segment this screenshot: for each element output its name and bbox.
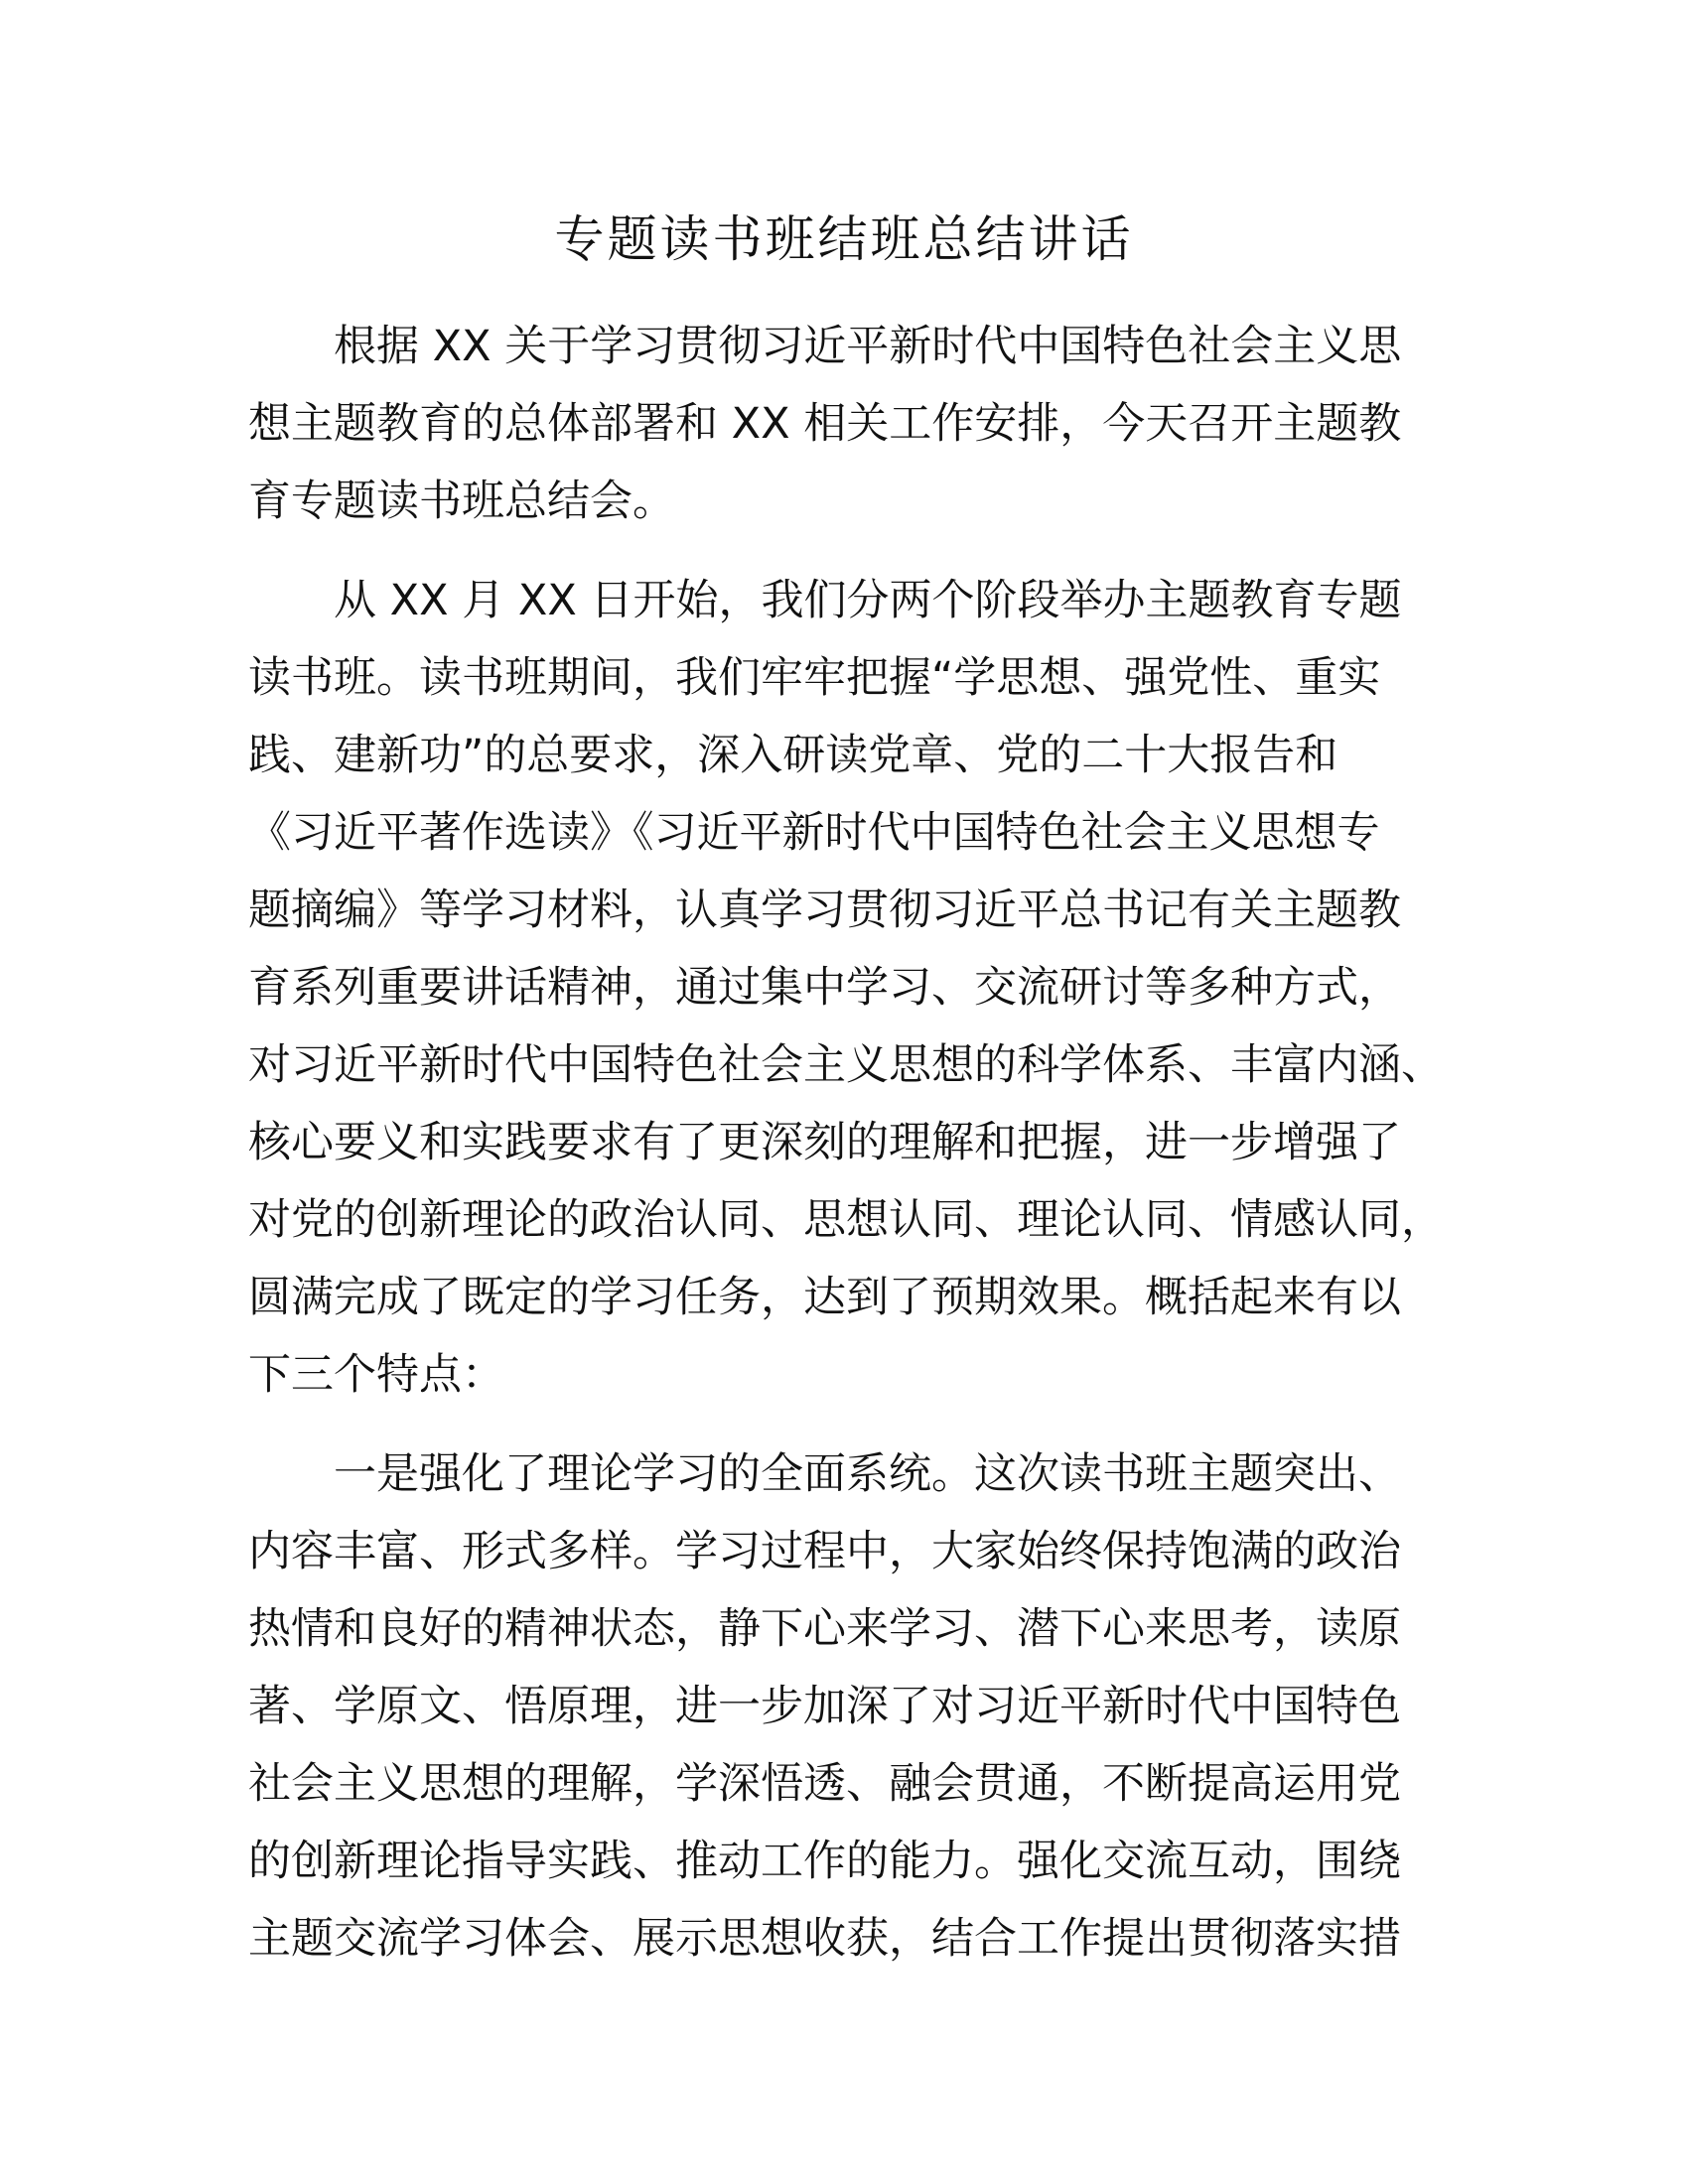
text-line: 核心要义和实践要求有了更深刻的理解和把握，进一步增强了 [248, 1118, 1401, 1167]
text-line: 育系列重要讲话精神，通过集中学习、交流研讨等多种方式， [248, 963, 1401, 1013]
text-line: 著、学原文、悟原理，进一步加深了对习近平新时代中国特色 [248, 1682, 1401, 1731]
text-line: 读书班。读书班期间，我们牢牢把握“学思想、强党性、重实 [248, 653, 1381, 703]
document-title: 专题读书班结班总结讲话 [554, 210, 1134, 268]
paragraph-3 [248, 1435, 1440, 1978]
text-line: 热情和良好的精神状态，静下心来学习、潜下心来思考，读原 [248, 1604, 1401, 1654]
text-line: 题摘编》等学习材料，认真学习贯彻习近平总书记有关主题教 [248, 886, 1401, 935]
text-line: 育专题读书班总结会。 [248, 477, 675, 526]
text-line: 的创新理论指导实践、推动工作的能力。强化交流互动，围绕 [248, 1837, 1401, 1886]
text-line: 践、建新功”的总要求，深入研读党章、党的二十大报告和 [248, 731, 1338, 780]
text-line: 社会主义思想的理解，学深悟透、融会贯通，不断提高运用党 [248, 1759, 1401, 1809]
text-line: 想主题教育的总体部署和 XX 相关工作安排，今天召开主题教 [248, 399, 1402, 449]
text-line: 内容丰富、形式多样。学习过程中，大家始终保持饱满的政治 [248, 1527, 1401, 1576]
text-line: 根据 XX 关于学习贯彻习近平新时代中国特色社会主义思 [334, 322, 1402, 371]
text-line: 对习近平新时代中国特色社会主义思想的科学体系、丰富内涵、 [248, 1040, 1444, 1090]
text-line: 一是强化了理论学习的全面系统。这次读书班主题突出、 [334, 1449, 1401, 1499]
paragraph-2 [248, 562, 1444, 1414]
text-line: 《习近平著作选读》《习近平新时代中国特色社会主义思想专 [248, 808, 1380, 858]
paragraph-spacer [248, 1414, 1440, 1435]
text-line: 主题交流学习体会、展示思想收获，结合工作提出贯彻落实措 [248, 1914, 1401, 1964]
text-line: 对党的创新理论的政治认同、思想认同、理论认同、情感认同， [248, 1195, 1444, 1245]
text-line: 从 XX 月 XX 日开始，我们分两个阶段举办主题教育专题 [334, 576, 1402, 625]
paragraph-1 [248, 308, 1440, 540]
paragraph-spacer [248, 540, 1440, 562]
document-body [248, 308, 1444, 1978]
text-line: 圆满完成了既定的学习任务，达到了预期效果。概括起来有以 [248, 1273, 1401, 1322]
text-line: 下三个特点： [248, 1350, 504, 1400]
